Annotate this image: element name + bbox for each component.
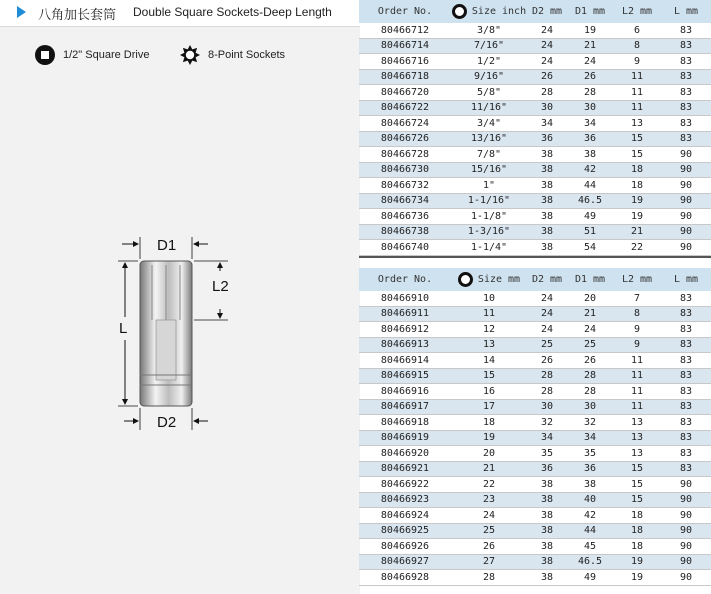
table-row [359, 570, 711, 586]
cell-l2: 7 [633, 292, 641, 304]
cell-l: 90 [679, 478, 693, 490]
cell-d2: 26 [540, 354, 554, 366]
cell-order: 80466911 [380, 308, 430, 320]
cell-d1: 54 [583, 241, 597, 253]
cell-size: 10 [482, 292, 496, 304]
cell-l: 83 [679, 292, 693, 304]
header-divider [0, 26, 360, 27]
cell-d1: 19 [583, 24, 597, 36]
cell-l2: 9 [633, 323, 641, 335]
col-d1: D1 mm [574, 6, 606, 17]
cell-d2: 24 [540, 292, 554, 304]
cell-d1: 35 [583, 447, 597, 459]
cell-d2: 28 [540, 385, 554, 397]
cell-d2: 38 [540, 571, 554, 583]
col-size: Size inch [451, 4, 527, 19]
cell-size: 7/16" [473, 40, 505, 52]
cell-l2: 11 [630, 71, 644, 83]
cell-l2: 13 [630, 117, 644, 129]
title-english: Double Square Sockets-Deep Length [133, 5, 332, 19]
cell-l: 83 [679, 432, 693, 444]
cell-d2: 38 [540, 241, 554, 253]
cell-l2: 13 [630, 416, 644, 428]
cell-size: 12 [482, 323, 496, 335]
cell-l2: 15 [630, 478, 644, 490]
cell-d2: 38 [540, 148, 554, 160]
table-row [359, 240, 711, 256]
cell-l: 83 [679, 133, 693, 145]
cell-l2: 13 [630, 432, 644, 444]
cell-order: 80466922 [380, 478, 430, 490]
cell-d1: 20 [583, 292, 597, 304]
col-d2: D2 mm [531, 274, 563, 285]
cell-order: 80466726 [380, 133, 430, 145]
cell-order: 80466714 [380, 40, 430, 52]
cell-size: 11/16" [470, 102, 508, 114]
cell-d1: 45 [583, 540, 597, 552]
cell-d2: 32 [540, 416, 554, 428]
col-l: L mm [673, 6, 699, 17]
table-row [359, 446, 711, 462]
cell-l: 83 [679, 354, 693, 366]
cell-l: 90 [679, 571, 693, 583]
table-row [359, 209, 711, 225]
cell-order: 80466910 [380, 292, 430, 304]
cell-d1: 46.5 [577, 195, 603, 207]
cell-l: 83 [679, 24, 693, 36]
cell-d2: 38 [540, 540, 554, 552]
cell-size: 16 [482, 385, 496, 397]
cell-l2: 19 [630, 556, 644, 568]
cell-d1: 25 [583, 339, 597, 351]
cell-l2: 21 [630, 226, 644, 238]
square-drive-icon [35, 45, 55, 65]
cell-l2: 15 [630, 148, 644, 160]
cell-d2: 24 [540, 323, 554, 335]
cell-order: 80466740 [380, 241, 430, 253]
cell-d2: 35 [540, 447, 554, 459]
cell-size: 15/16" [470, 164, 508, 176]
cell-l: 83 [679, 323, 693, 335]
cell-d2: 30 [540, 401, 554, 413]
table-row [359, 54, 711, 70]
cell-size: 7/8" [476, 148, 502, 160]
cell-order: 80466919 [380, 432, 430, 444]
section-header [0, 0, 360, 26]
cell-l: 83 [679, 339, 693, 351]
col-l2: L2 mm [621, 274, 653, 285]
cell-d1: 26 [583, 71, 597, 83]
ring-icon [458, 272, 473, 287]
cell-l2: 11 [630, 401, 644, 413]
cell-d1: 40 [583, 494, 597, 506]
cell-l2: 8 [633, 308, 641, 320]
cell-size: 3/8" [476, 24, 502, 36]
cell-l: 90 [679, 148, 693, 160]
cell-d2: 38 [540, 525, 554, 537]
cell-l: 83 [679, 86, 693, 98]
table-row [359, 291, 711, 307]
cell-l2: 9 [633, 339, 641, 351]
cell-order: 80466918 [380, 416, 430, 428]
cell-size: 1-3/16" [467, 226, 511, 238]
d1-label: D1 [157, 237, 177, 254]
cell-l: 90 [679, 179, 693, 191]
cell-d2: 38 [540, 509, 554, 521]
cell-d1: 49 [583, 210, 597, 222]
cell-size: 1-1/16" [467, 195, 511, 207]
cell-size: 13/16" [470, 133, 508, 145]
cell-order: 80466925 [380, 525, 430, 537]
table-row [359, 39, 711, 55]
table-row [359, 322, 711, 338]
cell-d1: 51 [583, 226, 597, 238]
cell-l2: 6 [633, 24, 641, 36]
cell-order: 80466914 [380, 354, 430, 366]
table-row [359, 338, 711, 354]
cell-size: 27 [482, 556, 496, 568]
cell-l: 83 [679, 385, 693, 397]
cell-size: 1/2" [476, 55, 502, 67]
inch-table-body [359, 23, 711, 256]
cell-size: 21 [482, 463, 496, 475]
cell-order: 80466736 [380, 210, 430, 222]
l-label: L [119, 320, 128, 337]
table-row [359, 225, 711, 241]
cell-d1: 34 [583, 432, 597, 444]
cell-l: 83 [679, 370, 693, 382]
col-l: L mm [673, 274, 699, 285]
cell-order: 80466730 [380, 164, 430, 176]
table-row [359, 508, 711, 524]
cell-size: 11 [482, 308, 496, 320]
cell-order: 80466927 [380, 556, 430, 568]
table-row [359, 555, 711, 571]
cell-d1: 42 [583, 509, 597, 521]
table-row [359, 178, 711, 194]
cell-l2: 9 [633, 55, 641, 67]
col-order: Order No. [377, 6, 433, 17]
col-d2: D2 mm [531, 6, 563, 17]
cell-order: 80466917 [380, 401, 430, 413]
col-d1: D1 mm [574, 274, 606, 285]
cell-l2: 15 [630, 494, 644, 506]
cell-l: 90 [679, 525, 693, 537]
cell-d1: 28 [583, 370, 597, 382]
table-row [359, 307, 711, 323]
cell-l2: 13 [630, 447, 644, 459]
table-row [359, 524, 711, 540]
mm-table-header [359, 268, 711, 291]
cell-d2: 24 [540, 55, 554, 67]
cell-order: 80466728 [380, 148, 430, 160]
cell-l: 83 [679, 416, 693, 428]
cell-size: 3/4" [476, 117, 502, 129]
feature-square-drive [35, 44, 149, 66]
table-row [359, 101, 711, 117]
cell-size: 19 [482, 432, 496, 444]
socket-dimension-diagram [100, 225, 260, 445]
cell-size: 1" [482, 179, 496, 191]
cell-order: 80466912 [380, 323, 430, 335]
cell-d2: 28 [540, 370, 554, 382]
cell-size: 18 [482, 416, 496, 428]
inch-table-bottom-rule [359, 256, 711, 258]
cell-l: 90 [679, 164, 693, 176]
cell-order: 80466928 [380, 571, 430, 583]
cell-d1: 44 [583, 179, 597, 191]
table-row [359, 384, 711, 400]
cell-d2: 24 [540, 308, 554, 320]
cell-d2: 38 [540, 210, 554, 222]
table-row [359, 85, 711, 101]
cell-l: 90 [679, 556, 693, 568]
cell-size: 23 [482, 494, 496, 506]
cell-l2: 15 [630, 463, 644, 475]
cell-d1: 21 [583, 308, 597, 320]
table-row [359, 400, 711, 416]
eight-point-label: 8-Point Sockets [208, 49, 286, 61]
table-row [359, 194, 711, 210]
cell-size: 13 [482, 339, 496, 351]
cell-d1: 28 [583, 86, 597, 98]
cell-d2: 38 [540, 195, 554, 207]
cell-order: 80466712 [380, 24, 430, 36]
cell-d1: 49 [583, 571, 597, 583]
cell-order: 80466913 [380, 339, 430, 351]
table-row [359, 163, 711, 179]
cell-order: 80466720 [380, 86, 430, 98]
cell-l2: 11 [630, 385, 644, 397]
cell-size: 14 [482, 354, 496, 366]
cell-order: 80466724 [380, 117, 430, 129]
cell-d2: 34 [540, 432, 554, 444]
mm-table-body [359, 291, 711, 586]
table-row [359, 539, 711, 555]
cell-d2: 36 [540, 133, 554, 145]
cell-size: 5/8" [476, 86, 502, 98]
cell-l: 90 [679, 494, 693, 506]
cell-l2: 8 [633, 40, 641, 52]
cell-l2: 18 [630, 179, 644, 191]
cell-l: 83 [679, 117, 693, 129]
cell-l2: 11 [630, 370, 644, 382]
table-row [359, 477, 711, 493]
cell-d2: 38 [540, 478, 554, 490]
cell-l: 83 [679, 463, 693, 475]
inch-table-header [359, 0, 711, 23]
cell-l: 90 [679, 195, 693, 207]
cell-order: 80466924 [380, 509, 430, 521]
cell-l: 83 [679, 71, 693, 83]
cell-l: 83 [679, 401, 693, 413]
cell-d2: 24 [540, 24, 554, 36]
cell-d2: 24 [540, 40, 554, 52]
table-row [359, 132, 711, 148]
cell-size: 15 [482, 370, 496, 382]
cell-d1: 30 [583, 401, 597, 413]
cell-order: 80466916 [380, 385, 430, 397]
cell-d1: 36 [583, 463, 597, 475]
eight-point-star-icon [180, 45, 200, 65]
cell-size: 28 [482, 571, 496, 583]
cell-d2: 34 [540, 117, 554, 129]
cell-d2: 38 [540, 556, 554, 568]
cell-order: 80466738 [380, 226, 430, 238]
col-size: Size mm [451, 272, 527, 287]
cell-d1: 28 [583, 385, 597, 397]
cell-order: 80466722 [380, 102, 430, 114]
cell-l2: 15 [630, 133, 644, 145]
cell-order: 80466718 [380, 71, 430, 83]
cell-size: 9/16" [473, 71, 505, 83]
cell-order: 80466915 [380, 370, 430, 382]
cell-order: 80466926 [380, 540, 430, 552]
cell-d1: 36 [583, 133, 597, 145]
cell-d1: 44 [583, 525, 597, 537]
table-row [359, 462, 711, 478]
cell-d2: 26 [540, 71, 554, 83]
cell-size: 17 [482, 401, 496, 413]
table-row [359, 431, 711, 447]
col-order: Order No. [377, 274, 433, 285]
table-row [359, 493, 711, 509]
cell-l2: 11 [630, 354, 644, 366]
cell-l: 83 [679, 102, 693, 114]
cell-l2: 19 [630, 571, 644, 583]
cell-d2: 28 [540, 86, 554, 98]
cell-l2: 19 [630, 210, 644, 222]
cell-d2: 25 [540, 339, 554, 351]
cell-d2: 38 [540, 494, 554, 506]
cell-d2: 38 [540, 164, 554, 176]
cell-l: 90 [679, 241, 693, 253]
cell-d1: 34 [583, 117, 597, 129]
cell-order: 80466716 [380, 55, 430, 67]
mm-size-table [359, 268, 711, 586]
table-row [359, 23, 711, 39]
cell-d1: 42 [583, 164, 597, 176]
cell-l: 83 [679, 447, 693, 459]
cell-d2: 36 [540, 463, 554, 475]
cell-d1: 26 [583, 354, 597, 366]
cell-size: 1-1/8" [470, 210, 508, 222]
cell-size: 1-1/4" [470, 241, 508, 253]
table-row [359, 369, 711, 385]
cell-d2: 30 [540, 102, 554, 114]
cell-l2: 18 [630, 525, 644, 537]
cell-size: 26 [482, 540, 496, 552]
col-l2: L2 mm [621, 6, 653, 17]
cell-size: 24 [482, 509, 496, 521]
cell-l: 83 [679, 40, 693, 52]
triangle-right-icon [17, 6, 26, 18]
cell-size: 20 [482, 447, 496, 459]
cell-d1: 30 [583, 102, 597, 114]
cell-d1: 38 [583, 148, 597, 160]
cell-order: 80466921 [380, 463, 430, 475]
cell-d2: 38 [540, 179, 554, 191]
table-row [359, 415, 711, 431]
cell-d2: 38 [540, 226, 554, 238]
table-row [359, 353, 711, 369]
square-drive-label: 1/2" Square Drive [63, 49, 150, 61]
cell-d1: 46.5 [577, 556, 603, 568]
ring-icon [452, 4, 467, 19]
cell-l2: 18 [630, 509, 644, 521]
cell-size: 25 [482, 525, 496, 537]
cell-l: 90 [679, 509, 693, 521]
inch-size-table [359, 0, 711, 256]
cell-l: 90 [679, 210, 693, 222]
cell-order: 80466734 [380, 195, 430, 207]
cell-d1: 32 [583, 416, 597, 428]
cell-l2: 19 [630, 195, 644, 207]
cell-l: 90 [679, 226, 693, 238]
cell-d1: 24 [583, 55, 597, 67]
cell-size: 22 [482, 478, 496, 490]
table-row [359, 70, 711, 86]
feature-8-point [180, 44, 285, 66]
l2-label: L2 [212, 278, 229, 295]
cell-order: 80466923 [380, 494, 430, 506]
cell-l2: 18 [630, 540, 644, 552]
cell-d1: 21 [583, 40, 597, 52]
cell-l2: 22 [630, 241, 644, 253]
cell-l2: 18 [630, 164, 644, 176]
cell-l: 90 [679, 540, 693, 552]
cell-d1: 24 [583, 323, 597, 335]
cell-order: 80466732 [380, 179, 430, 191]
cell-l: 83 [679, 308, 693, 320]
cell-l2: 11 [630, 86, 644, 98]
cell-l2: 11 [630, 102, 644, 114]
cell-order: 80466920 [380, 447, 430, 459]
cell-l: 83 [679, 55, 693, 67]
title-chinese: 八角加长套筒 [38, 7, 117, 22]
cell-d1: 38 [583, 478, 597, 490]
d2-label: D2 [157, 414, 177, 431]
table-row [359, 147, 711, 163]
table-row [359, 116, 711, 132]
